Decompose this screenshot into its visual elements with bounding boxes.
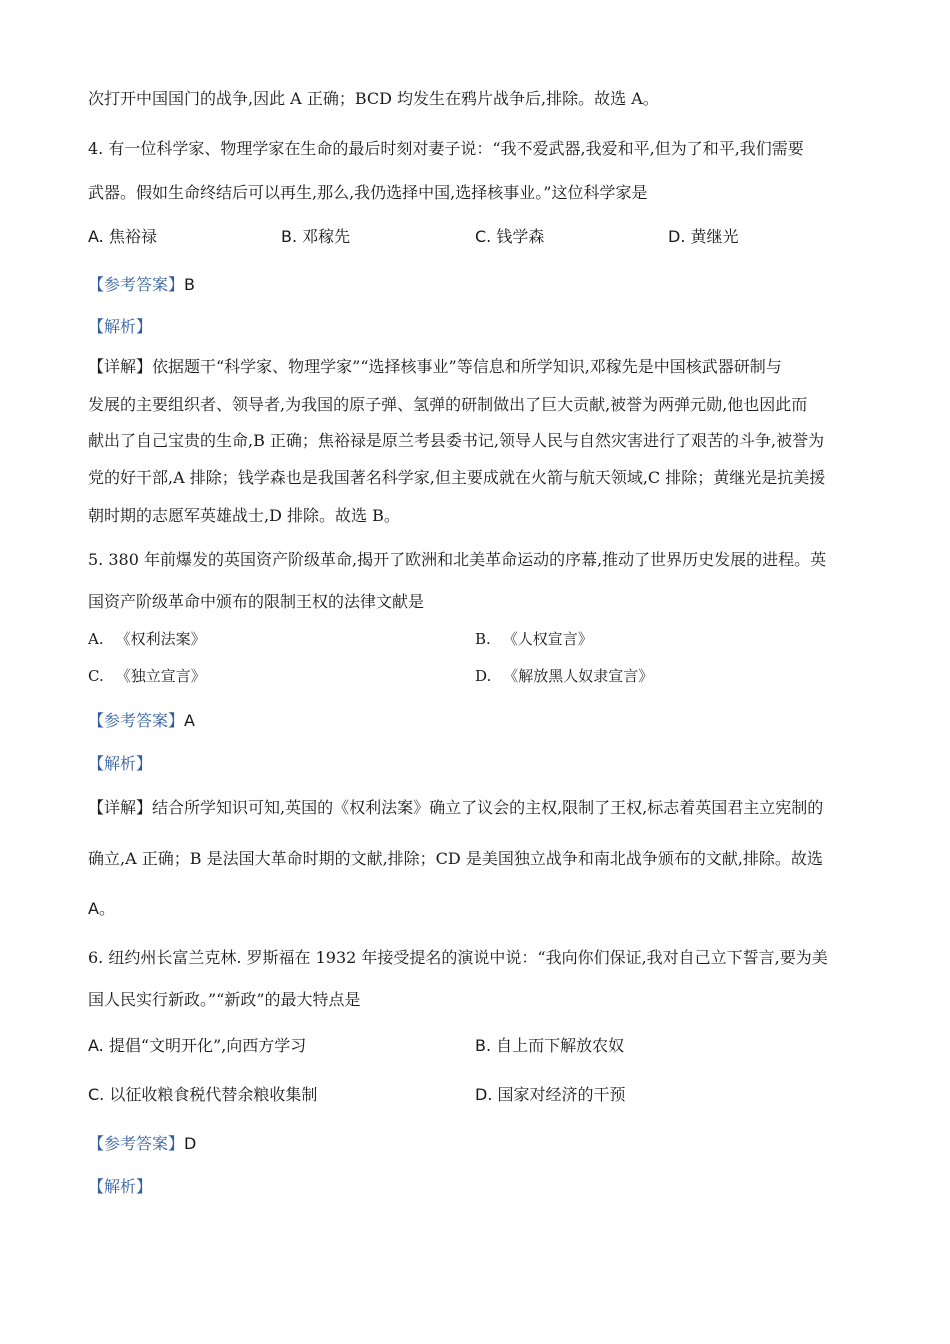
- q4-option-c: C. 钱学森: [475, 227, 545, 246]
- q6-stem-line1: 6. 纽约州长富兰克林. 罗斯福在 1932 年接受提名的演说中说：“我向你们保证,我对自己立下誓言,要为美: [88, 948, 828, 967]
- q5-detail-line: 【详解】结合所学知识可知,英国的《权利法案》确立了议会的主权,限制了王权,标志着英国君主立宪制的: [88, 798, 824, 817]
- answer-value: A: [184, 711, 195, 730]
- q4-option-b: B. 邓稼先: [281, 227, 351, 246]
- q5-option-a: A. 《权利法案》: [88, 630, 206, 648]
- q4-detail-line: 党的好干部,A 排除；钱学森也是我国著名科学家,但主要成就在火箭与航天领域,C 排除；黄继光是抗美援: [88, 468, 826, 487]
- q4-detail-line: 献出了自己宝贵的生命,B 正确；焦裕禄是原兰考县委书记,领导人民与自然灾害进行了艰苦的斗争,被誉为: [88, 431, 825, 450]
- q6-option-d: D. 国家对经济的干预: [475, 1085, 626, 1104]
- intro-text: 次打开中国国门的战争,因此 A 正确；BCD 均发生在鸦片战争后,排除。故选 A。: [88, 89, 659, 108]
- q5-option-d: D. 《解放黑人奴隶宣言》: [475, 667, 654, 685]
- answer-value: B: [184, 275, 195, 294]
- q5-detail-line: A。: [88, 899, 115, 918]
- q4-detail-line: 【详解】依据题干“科学家、物理学家”“选择核事业”等信息和所学知识,邓稼先是中国核武器研制与: [88, 357, 782, 376]
- q6-answer: [88, 1133, 196, 1155]
- q5-answer: [88, 710, 195, 732]
- q4-option-a: A. 焦裕禄: [88, 227, 157, 246]
- q6-stem-line2: 国人民实行新政。”“新政”的最大特点是: [88, 990, 361, 1009]
- q4-detail-line: 发展的主要组织者、领导者,为我国的原子弹、氢弹的研制做出了巨大贡献,被誉为两弹元勋,他也因此而: [88, 395, 808, 414]
- q4-stem-line1: 4. 有一位科学家、物理学家在生命的最后时刻对妻子说：“我不爱武器,我爱和平,但为了和平,我们需要: [88, 139, 804, 158]
- q5-stem-line2: 国资产阶级革命中颁布的限制王权的法律文献是: [88, 592, 425, 611]
- q6-option-c: C. 以征收粮食税代替余粮收集制: [88, 1085, 318, 1104]
- q6-option-a: A. 提倡“文明开化”,向西方学习: [88, 1036, 307, 1055]
- q5-stem-line1: 5. 380 年前爆发的英国资产阶级革命,揭开了欧洲和北美革命运动的序幕,推动了世界历史发展的进程。英: [88, 550, 827, 569]
- answer-label: 【参考答案】: [88, 711, 185, 730]
- q5-option-c: C. 《独立宣言》: [88, 667, 206, 685]
- q6-analysis-label: 【解析】: [88, 1177, 153, 1196]
- q4-detail-line: 朝时期的志愿军英雄战士,D 排除。故选 B。: [88, 506, 400, 525]
- q4-answer: [88, 274, 195, 296]
- answer-label: 【参考答案】: [88, 275, 185, 294]
- q4-stem-line2: 武器。假如生命终结后可以再生,那么,我仍选择中国,选择核事业。”这位科学家是: [88, 183, 648, 202]
- answer-label: 【参考答案】: [88, 1134, 185, 1153]
- q5-analysis-label: 【解析】: [88, 754, 153, 773]
- q5-option-b: B. 《人权宣言》: [475, 630, 593, 648]
- q6-option-b: B. 自上而下解放农奴: [475, 1036, 625, 1055]
- q4-option-d: D. 黄继光: [668, 227, 739, 246]
- q4-analysis-label: 【解析】: [88, 317, 153, 336]
- answer-value: D: [184, 1134, 197, 1153]
- q5-detail-line: 确立,A 正确；B 是法国大革命时期的文献,排除；CD 是美国独立战争和南北战争颁布的文献,排除。故选: [88, 849, 823, 868]
